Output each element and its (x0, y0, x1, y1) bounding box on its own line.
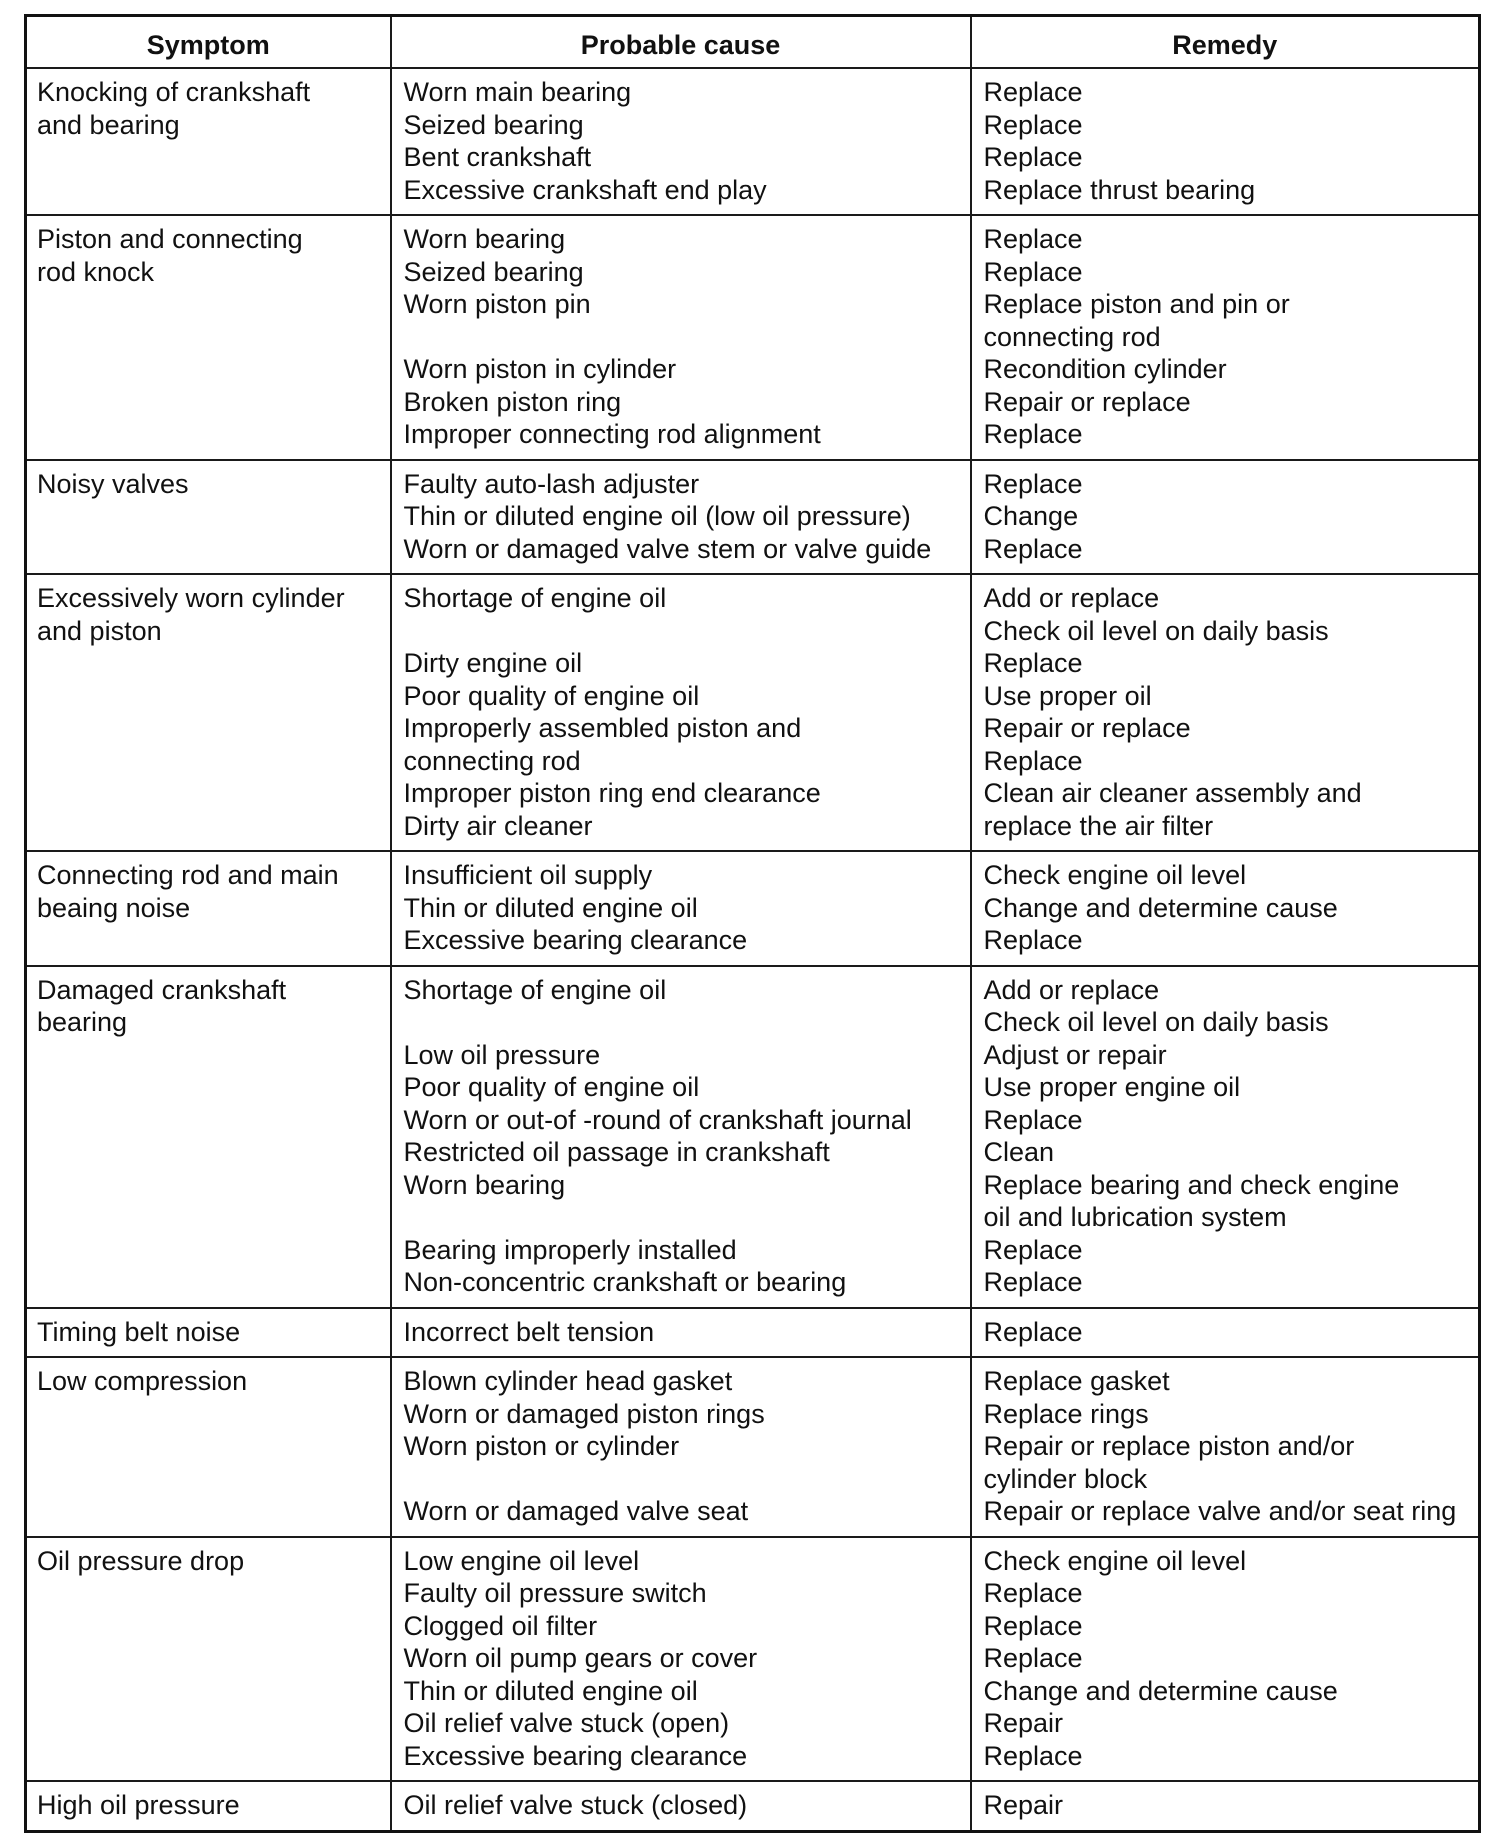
cause-line: Thin or diluted engine oil (403, 892, 698, 923)
symptom-cell (26, 574, 391, 851)
remedy-line: Replace (983, 77, 1083, 107)
cause-line (404, 1463, 958, 1496)
symptom-line: and piston (37, 615, 162, 646)
cause-line: Low engine oil level (403, 1545, 640, 1576)
symptom-line: Noisy valves (37, 468, 189, 499)
cause-line: Poor quality of engine oil (403, 680, 700, 711)
remedy-line: Repair or replace (983, 713, 1191, 743)
probable-cause-cell (391, 966, 971, 1308)
symptom-cell (26, 68, 391, 215)
symptom-cell (26, 215, 391, 460)
remedy-cell (971, 966, 1480, 1308)
probable-cause-cell (391, 1781, 971, 1831)
remedy-cell (971, 1308, 1480, 1358)
remedy-line: Check oil level on daily basis (983, 615, 1329, 646)
cause-line: Worn bearing (403, 224, 566, 254)
symptom-line: Low compression (37, 1366, 248, 1396)
symptom-line: Timing belt noise (37, 1316, 241, 1347)
remedy-line: Replace bearing and check engine (983, 1169, 1400, 1200)
remedy-line: Replace (983, 1267, 1083, 1297)
remedy-line: Replace (983, 224, 1083, 254)
symptom-line: beaing noise (37, 892, 191, 923)
cause-line: Worn or damaged valve seat (403, 1496, 749, 1526)
cause-line (404, 615, 958, 648)
remedy-line: Adjust or repair (983, 1039, 1167, 1070)
remedy-cell (971, 1781, 1480, 1831)
probable-cause-cell (391, 1308, 971, 1358)
remedy-line: Replace (983, 468, 1083, 499)
remedy-line: Replace rings (983, 1398, 1149, 1429)
remedy-line: Repair (983, 1790, 1064, 1820)
remedy-line: Check engine oil level (983, 1545, 1247, 1576)
symptom-line: Connecting rod and main (37, 860, 339, 890)
remedy-line: Replace (983, 1578, 1083, 1608)
remedy-line: Replace (983, 1610, 1083, 1641)
symptom-line: bearing (37, 1007, 128, 1037)
cause-line: Oil relief valve stuck (open) (403, 1708, 730, 1738)
cause-line: Bearing improperly installed (403, 1234, 737, 1265)
probable-cause-cell (391, 215, 971, 460)
symptom-line: Excessively worn cylinder (37, 583, 345, 613)
remedy-line: Replace gasket (983, 1366, 1170, 1396)
remedy-line: Change (983, 501, 1079, 531)
remedy-line: Replace (983, 1316, 1083, 1347)
cause-line: Worn or out-of -round of crankshaft journal (403, 1104, 912, 1135)
remedy-line: Check engine oil level (983, 860, 1247, 890)
cause-line: Excessive bearing clearance (403, 1740, 748, 1771)
probable-cause-cell (391, 1357, 971, 1537)
remedy-line: Repair (983, 1708, 1064, 1738)
symptom-cell (26, 460, 391, 575)
symptom-line: rod knock (37, 256, 155, 287)
remedy-line: Check oil level on daily basis (983, 1007, 1329, 1037)
table-header-row (26, 16, 1480, 69)
cause-line (404, 1006, 958, 1039)
remedy-line: Use proper engine oil (983, 1072, 1241, 1102)
symptom-line: Damaged crankshaft (37, 974, 287, 1005)
remedy-line: oil and lubrication system (983, 1202, 1287, 1232)
remedy-line: Replace (983, 142, 1083, 172)
cause-line: Dirty engine oil (403, 648, 583, 678)
probable-cause-cell (391, 851, 971, 966)
cause-line: Improper connecting rod alignment (403, 419, 821, 449)
cause-line: Clogged oil filter (403, 1610, 598, 1641)
cause-line: Faulty auto-lash adjuster (403, 468, 700, 499)
symptom-cell (26, 1537, 391, 1782)
cause-line: Worn or damaged piston rings (403, 1398, 765, 1429)
table-row (26, 68, 1480, 215)
remedy-cell (971, 1537, 1480, 1782)
table-row (26, 215, 1480, 460)
remedy-line: Clean (983, 1137, 1055, 1167)
symptom-line: High oil pressure (37, 1790, 240, 1820)
cause-line: Non-concentric crankshaft or bearing (403, 1267, 847, 1297)
cause-line: Poor quality of engine oil (403, 1072, 700, 1102)
remedy-line: Replace (983, 109, 1083, 140)
remedy-line: Add or replace (983, 974, 1160, 1005)
cause-line: Worn main bearing (403, 77, 632, 107)
remedy-line: Change and determine cause (983, 892, 1338, 923)
troubleshooting-table (24, 14, 1481, 1833)
cause-line: Worn oil pump gears or cover (403, 1643, 758, 1673)
cause-line: Dirty air cleaner (403, 810, 593, 841)
header-probable-cause: Probable cause (391, 16, 971, 69)
remedy-line: connecting rod (983, 321, 1161, 352)
remedy-line: Repair or replace valve and/or seat ring (983, 1496, 1457, 1526)
remedy-line: Replace (983, 745, 1083, 776)
cause-line: Shortage of engine oil (403, 583, 667, 613)
table-row (26, 574, 1480, 851)
header-remedy: Remedy (971, 16, 1480, 69)
remedy-line: replace the air filter (983, 810, 1214, 841)
symptom-line: Oil pressure drop (37, 1545, 245, 1576)
remedy-line: Replace (983, 1104, 1083, 1135)
symptom-line: and bearing (37, 109, 180, 140)
table-row (26, 1357, 1480, 1537)
symptom-cell (26, 851, 391, 966)
table-row (26, 1308, 1480, 1358)
cause-line: Thin or diluted engine oil (403, 1675, 698, 1706)
cause-line: Worn piston pin (403, 289, 591, 319)
table-row (26, 460, 1480, 575)
cause-line: Seized bearing (403, 109, 584, 140)
cause-line: Worn bearing (403, 1169, 566, 1200)
cause-line: Improperly assembled piston and (403, 713, 802, 743)
header-symptom: Symptom (26, 16, 391, 69)
remedy-line: Use proper oil (983, 680, 1152, 711)
cause-line: Seized bearing (403, 256, 584, 287)
symptom-line: Piston and connecting (37, 224, 303, 254)
cause-line: Shortage of engine oil (403, 974, 667, 1005)
probable-cause-cell (391, 68, 971, 215)
remedy-cell (971, 851, 1480, 966)
cause-line: Thin or diluted engine oil (low oil pressure) (403, 501, 911, 531)
cause-line: Improper piston ring end clearance (403, 778, 821, 808)
cause-line: Restricted oil passage in crankshaft (403, 1137, 830, 1167)
remedy-line: Replace (983, 1643, 1083, 1673)
remedy-line: Replace (983, 256, 1083, 287)
symptom-cell (26, 1781, 391, 1831)
remedy-line: Replace (983, 1234, 1083, 1265)
remedy-line: Replace (983, 533, 1083, 564)
remedy-line: Clean air cleaner assembly and (983, 778, 1362, 808)
remedy-cell (971, 215, 1480, 460)
symptom-line: Knocking of crankshaft (37, 77, 311, 107)
cause-line: Excessive bearing clearance (403, 925, 748, 955)
cause-line: connecting rod (403, 745, 581, 776)
remedy-line: Change and determine cause (983, 1675, 1338, 1706)
cause-line: Low oil pressure (403, 1039, 601, 1070)
cause-line: Faulty oil pressure switch (403, 1578, 707, 1608)
cause-line (404, 321, 958, 354)
remedy-line: Recondition cylinder (983, 354, 1227, 384)
table-row (26, 966, 1480, 1308)
symptom-cell (26, 1357, 391, 1537)
symptom-cell (26, 966, 391, 1308)
remedy-cell (971, 68, 1480, 215)
remedy-line: Replace (983, 925, 1083, 955)
remedy-line: Add or replace (983, 583, 1160, 613)
cause-line: Worn piston or cylinder (403, 1431, 680, 1461)
remedy-cell (971, 1357, 1480, 1537)
probable-cause-cell (391, 574, 971, 851)
cause-line: Blown cylinder head gasket (403, 1366, 733, 1396)
cause-line: Worn piston in cylinder (403, 354, 677, 384)
remedy-line: Replace (983, 1740, 1083, 1771)
cause-line: Bent crankshaft (403, 142, 592, 172)
remedy-line: cylinder block (983, 1463, 1148, 1494)
remedy-cell (971, 574, 1480, 851)
cause-line: Excessive crankshaft end play (403, 174, 767, 205)
table-row (26, 851, 1480, 966)
remedy-line: Replace thrust bearing (983, 174, 1256, 205)
cause-line: Insufficient oil supply (403, 860, 653, 890)
cause-line: Broken piston ring (403, 386, 622, 417)
cause-line: Worn or damaged valve stem or valve guide (403, 533, 932, 564)
cause-line: Oil relief valve stuck (closed) (403, 1790, 748, 1820)
probable-cause-cell (391, 1537, 971, 1782)
remedy-cell (971, 460, 1480, 575)
table-row (26, 1781, 1480, 1831)
probable-cause-cell (391, 460, 971, 575)
table-row (26, 1537, 1480, 1782)
remedy-line: Repair or replace (983, 386, 1191, 417)
cause-line: Incorrect belt tension (403, 1316, 655, 1347)
cause-line (404, 1201, 958, 1234)
remedy-line: Replace (983, 419, 1083, 449)
symptom-cell (26, 1308, 391, 1358)
remedy-line: Repair or replace piston and/or (983, 1431, 1355, 1461)
remedy-line: Replace piston and pin or (983, 289, 1290, 319)
remedy-line: Replace (983, 648, 1083, 678)
